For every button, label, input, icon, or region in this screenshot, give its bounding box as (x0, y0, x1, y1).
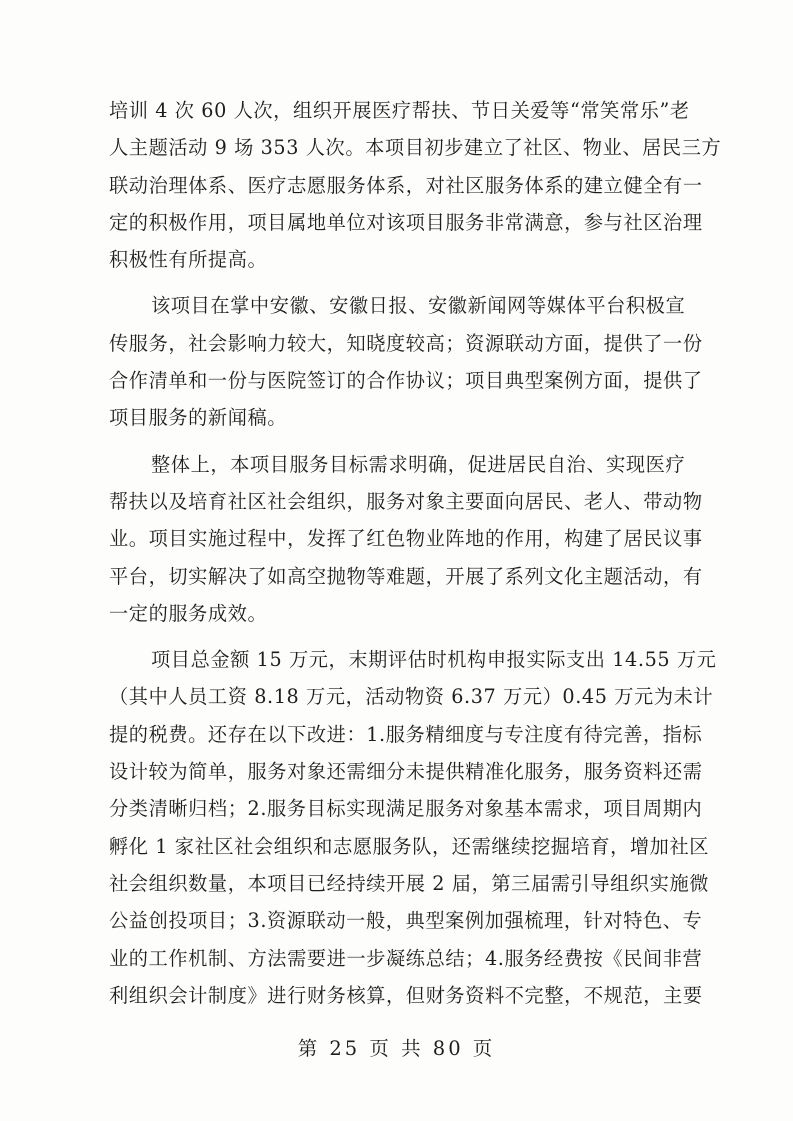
text-line: 帮扶以及培育社区社会组织，服务对象主要面向居民、老人、带动物 (109, 489, 703, 513)
paragraph-1 (109, 92, 722, 278)
text-line: 平台，切实解决了如高空抛物等难题，开展了系列文化主题活动，有 (109, 564, 703, 588)
text-line: 培训 4 次 60 人次，组织开展医疗帮扶、节日关爱等“常笑常乐”老 (109, 99, 690, 122)
text-line: 联动治理体系、医疗志愿服务体系，对社区服务体系的建立健全有一 (109, 173, 703, 197)
text-line: 业的工作机制、方法需要进一步凝练总结；4.服务经费按《民间非营 (109, 946, 703, 970)
text-line: 一定的服务成效。 (109, 601, 268, 625)
text-line: 合作清单和一份与医院签订的合作协议；项目典型案例方面，提供了 (109, 369, 703, 393)
paragraph-4 (109, 641, 717, 1014)
text-line: 项目总金额 15 万元，末期评估时机构申报实际支出 14.55 万元 (151, 648, 717, 672)
text-line: （其中人员工资 8.18 万元，活动物资 6.37 万元）0.45 万元为未计 (109, 685, 714, 709)
text-line: 分类清晰归档；2.服务目标实现满足服务对象基本需求，项目周期内 (109, 797, 703, 821)
text-line: 孵化 1 家社区社会组织和志愿服务队，还需继续挖掘培育，增加社区 (109, 834, 710, 858)
text-line: 提的税费。还存在以下改进：1.服务精细度与专注度有待完善，指标 (109, 722, 703, 746)
text-line: 项目服务的新闻稿。 (109, 406, 288, 430)
text-line: 整体上，本项目服务目标需求明确，促进居民自治、实现医疗 (151, 452, 686, 476)
text-line: 人主题活动 9 场 353 人次。本项目初步建立了社区、物业、居民三方 (109, 136, 722, 160)
text-line: 传服务，社会影响力较大，知晓度较高；资源联动方面，提供了一份 (109, 331, 703, 355)
text-line: 该项目在掌中安徽、安徽日报、安徽新闻网等媒体平台积极宣 (151, 294, 686, 318)
text-line: 定的积极作用，项目属地单位对该项目服务非常满意，参与社区治理 (109, 210, 703, 234)
text-line: 公益创投项目；3.资源联动一般，典型案例加强梳理，针对特色、专 (109, 909, 703, 933)
paragraph-2 (109, 287, 703, 436)
paragraph-3 (109, 446, 703, 632)
text-line: 社会组织数量，本项目已经持续开展 2 届，第三届需引导组织实施微 (109, 871, 710, 895)
page-number-footer: 第 25 页 共 80 页 (297, 1037, 496, 1060)
text-line: 积极性有所提高。 (109, 248, 268, 272)
text-line: 设计较为简单，服务对象还需细分未提供精准化服务，服务资料还需 (109, 760, 703, 784)
text-line: 业。项目实施过程中，发挥了红色物业阵地的作用，构建了居民议事 (109, 527, 703, 551)
text-line: 利组织会计制度》进行财务核算，但财务资料不完整，不规范，主要 (109, 983, 703, 1007)
document-body (109, 92, 722, 1014)
